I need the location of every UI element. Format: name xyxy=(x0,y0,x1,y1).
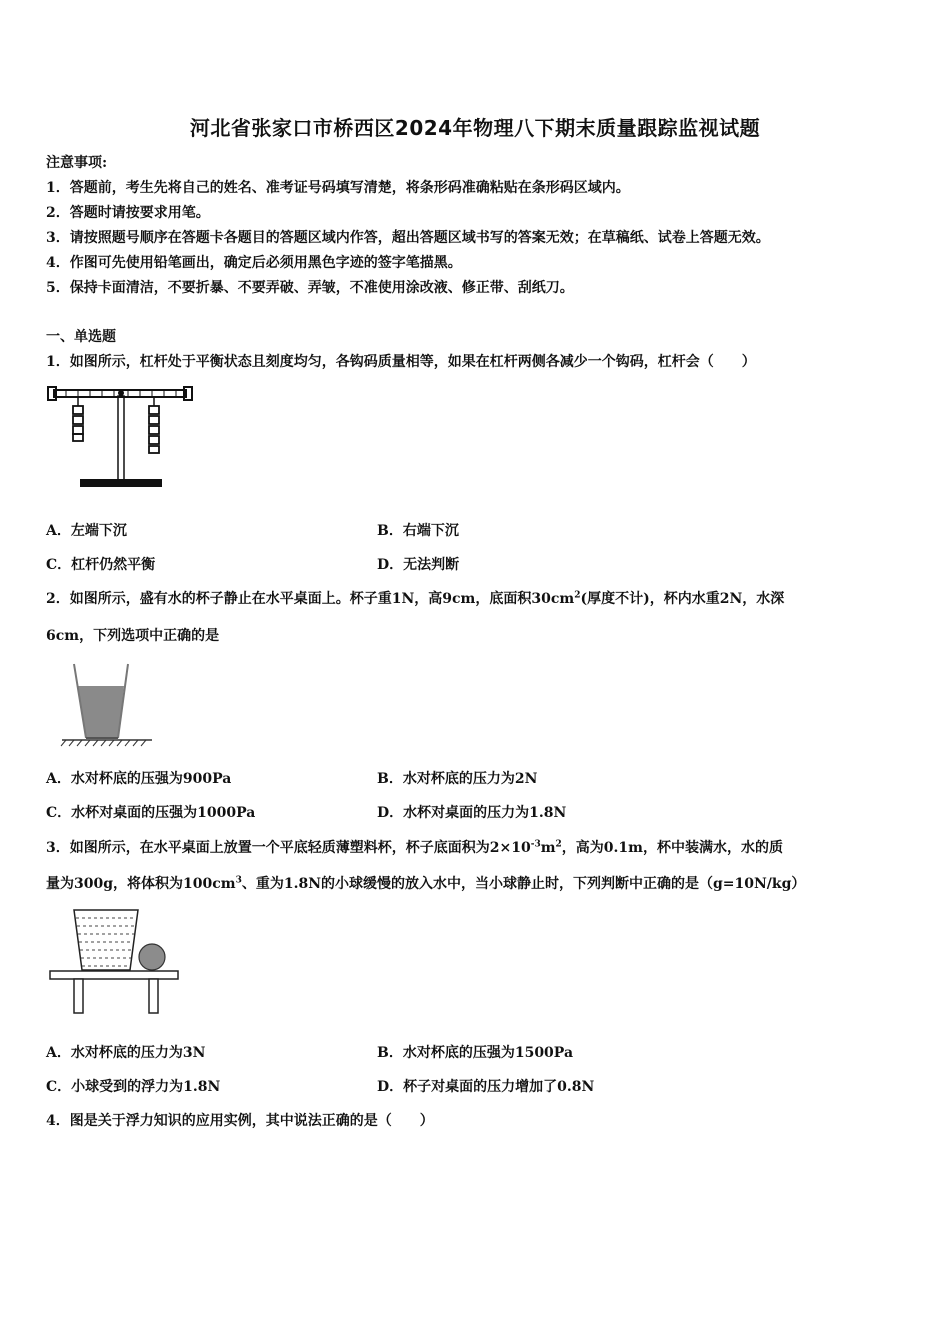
q3-stem-text-b: m xyxy=(540,840,556,856)
q3-stem xyxy=(46,837,783,857)
q3-option-a: A．水对杯底的压力为3N xyxy=(46,1045,206,1061)
q2-stem-text-b: (厚度不计)，杯内水重2N，水深 xyxy=(580,591,785,607)
q3-option-d: D．杯子对桌面的压力增加了0.8N xyxy=(377,1079,595,1095)
q2-stem-text-a: 2．如图所示，盛有水的杯子静止在水平桌面上。杯子重1N，高9cm，底面积30cm xyxy=(46,591,575,607)
cup-water-figure xyxy=(58,656,154,748)
q1-option-c: C．杠杆仍然平衡 xyxy=(46,557,156,573)
q3-stem-text-a: 3．如图所示，在水平桌面上放置一个平底轻质薄塑料杯，杯子底面积为2×10 xyxy=(46,840,531,856)
notice-item-1: 1．答题前，考生先将自己的姓名、准考证号码填写清楚，将条形码准确粘贴在条形码区域内。 xyxy=(46,180,630,196)
q1-option-b: B．右端下沉 xyxy=(377,523,459,539)
table-cup-ball-figure xyxy=(46,906,186,1016)
q3-stem2-text-a: 量为300g，将体积为100cm xyxy=(46,876,236,892)
q3-stem-text-c: ，高为0.1m，杯中装满水，水的质 xyxy=(561,840,783,856)
q3-option-b: B．水对杯底的压强为1500Pa xyxy=(377,1045,574,1061)
notice-item-2: 2．答题时请按要求用笔。 xyxy=(46,205,210,221)
q4-stem: 4．图是关于浮力知识的应用实例，其中说法正确的是（ ） xyxy=(46,1113,434,1129)
q2-stem-sup: 2 xyxy=(574,590,581,601)
q2-option-d: D．水杯对桌面的压力为1.8N xyxy=(377,805,567,821)
q3-stem-line2 xyxy=(46,873,805,893)
q2-option-a: A．水对杯底的压强为900Pa xyxy=(46,771,232,787)
notice-item-5: 5．保持卡面清洁，不要折暴、不要弄破、弄皱，不准使用涂改液、修正带、刮纸刀。 xyxy=(46,280,574,296)
q1-stem: 1．如图所示，杠杆处于平衡状态且刻度均匀，各钩码质量相等，如果在杠杆两侧各减少一个钩码，杠杆会（ ） xyxy=(46,354,756,370)
q3-stem-sup2: 2 xyxy=(555,839,562,850)
exam-title: 河北省张家口市桥西区2024年物理八下期末质量跟踪监视试题 xyxy=(189,116,761,140)
q2-stem-line2: 6cm，下列选项中正确的是 xyxy=(46,628,220,644)
q2-option-b: B．水对杯底的压力为2N xyxy=(377,771,538,787)
q3-stem-sup1: -3 xyxy=(530,839,541,850)
notice-item-4: 4．作图可先使用铅笔画出，确定后必须用黑色字迹的签字笔描黑。 xyxy=(46,255,462,271)
q3-stem2-text-b: 、重为1.8N的小球缓慢的放入水中，当小球静止时，下列判断中正确的是（g=10N/kg） xyxy=(241,876,806,892)
q3-option-c: C．小球受到的浮力为1.8N xyxy=(46,1079,221,1095)
q1-option-a: A．左端下沉 xyxy=(46,523,127,539)
lever-figure xyxy=(44,382,196,494)
q2-stem xyxy=(46,588,784,608)
q2-option-c: C．水杯对桌面的压强为1000Pa xyxy=(46,805,256,821)
q3-stem2-sup: 3 xyxy=(235,875,242,886)
section-heading: 一、单选题 xyxy=(46,329,116,345)
q1-option-d: D．无法判断 xyxy=(377,557,460,573)
notice-heading: 注意事项: xyxy=(46,155,108,171)
notice-item-3: 3．请按照题号顺序在答题卡各题目的答题区域内作答，超出答题区域书写的答案无效；在草稿纸、试卷上答题无效。 xyxy=(46,230,770,246)
